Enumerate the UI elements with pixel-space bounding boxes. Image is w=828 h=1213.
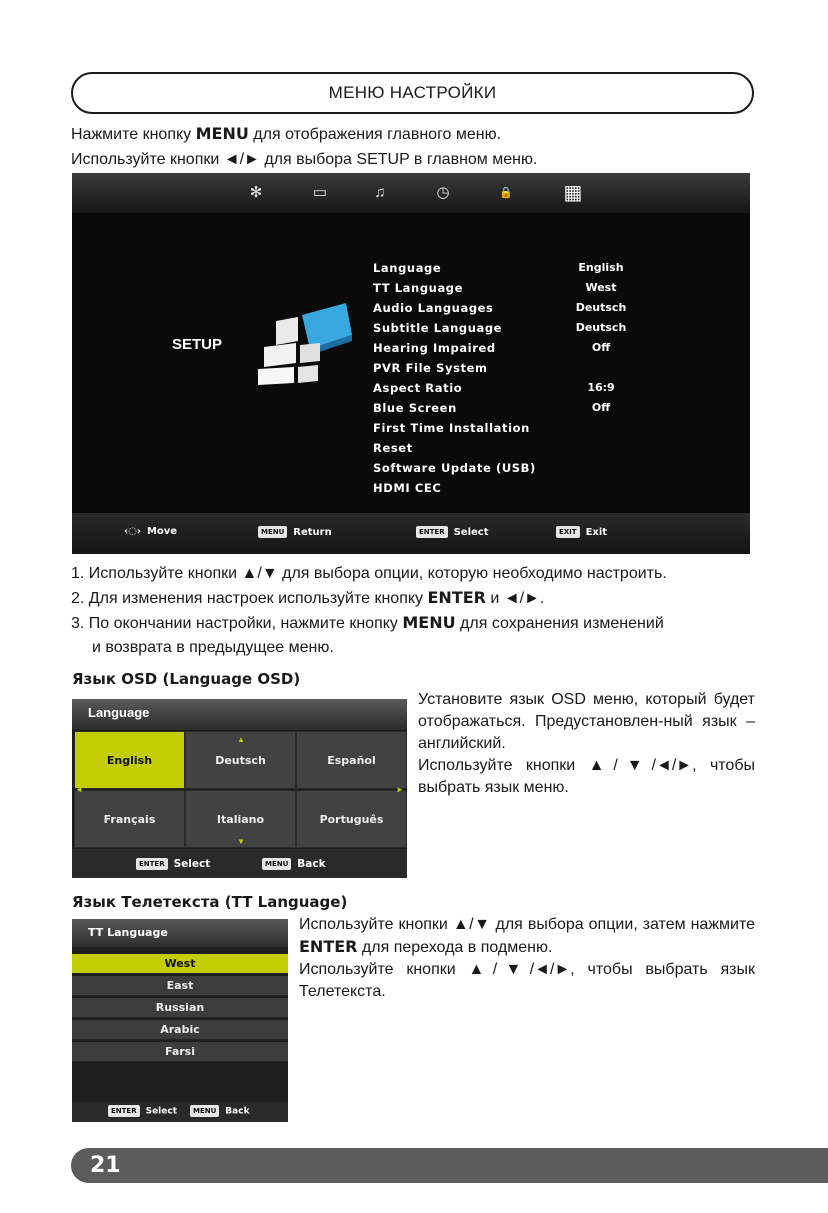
option-aspect-ratio[interactable]: Aspect Ratio [373, 381, 463, 395]
option-hearing-impaired[interactable]: Hearing Impaired [373, 341, 496, 355]
step-2: 2. Для изменения настроек используйте кнопку ENTER и ◄/►. [71, 588, 545, 607]
intro-line-2: Используйте кнопки ◄/► для выбора SETUP в главном меню. [71, 151, 538, 168]
gear-icon[interactable]: ✻ [249, 184, 263, 201]
language-option-espanol[interactable]: Español [296, 731, 407, 789]
setup-logo-icon [254, 301, 354, 385]
setup-menu-screen [72, 173, 750, 554]
value-subtitle-language: Deutsch [575, 321, 627, 334]
hint-exit: EXIT Exit [556, 526, 607, 538]
language-option-deutsch[interactable]: Deutsch [185, 731, 296, 789]
language-hint-select: ENTER Select [136, 858, 210, 870]
language-option-italiano[interactable]: Italiano [185, 790, 296, 848]
step-3: 3. По окончании настройки, нажмите кнопку MENU для сохранения изменений [71, 613, 664, 632]
language-option-francais[interactable]: Français [74, 790, 185, 848]
tt-option-east[interactable]: East [72, 976, 288, 996]
value-aspect-ratio: 16:9 [587, 381, 615, 394]
option-first-time-installation[interactable]: First Time Installation [373, 421, 530, 435]
language-hint-back: MENU Back [262, 858, 326, 870]
tt-description: Используйте кнопки ▲/▼ для выбора опции, затем нажмите ENTER для перехода в подменю. Используйте кнопки ▲/▼/◄/►, чтобы выбрать язык Телетекста. [299, 916, 755, 1000]
value-tt-language: West [585, 281, 617, 294]
tt-hint-back: MENU Back [190, 1105, 250, 1117]
tt-language-panel [72, 919, 288, 1122]
setup-label: SETUP [172, 336, 223, 353]
monitor-icon[interactable]: ▭ [312, 184, 328, 201]
language-panel [72, 699, 407, 878]
language-panel-footer [72, 849, 407, 878]
tt-option-arabic[interactable]: Arabic [72, 1020, 288, 1040]
grid-icon[interactable]: ▦ [563, 182, 583, 204]
step-3-continued: и возврата в предыдущее меню. [92, 639, 334, 656]
tt-option-farsi[interactable]: Farsi [72, 1042, 288, 1062]
option-audio-languages[interactable]: Audio Languages [373, 301, 494, 315]
tt-hint-select: ENTER Select [108, 1105, 177, 1117]
value-blue-screen: Off [591, 401, 611, 414]
option-software-update[interactable]: Software Update (USB) [373, 461, 536, 475]
lock-icon[interactable]: 🔒 [499, 187, 513, 199]
arrow-left-icon: ◄ [75, 785, 83, 794]
arrow-up-icon: ▲ [237, 735, 245, 744]
enter-key-icon: ENTER [108, 1105, 140, 1117]
arrow-right-icon: ► [396, 785, 404, 794]
page-title: МЕНЮ НАСТРОЙКИ [71, 72, 754, 114]
language-option-english[interactable]: English [74, 731, 185, 789]
option-language[interactable]: Language [373, 261, 442, 275]
tt-section-heading: Язык Телетекста (TT Language) [72, 893, 348, 911]
option-blue-screen[interactable]: Blue Screen [373, 401, 457, 415]
menu-key-icon: MENU [258, 526, 287, 538]
value-hearing-impaired: Off [591, 341, 611, 354]
option-subtitle-language[interactable]: Subtitle Language [373, 321, 503, 335]
option-tt-language[interactable]: TT Language [373, 281, 464, 295]
osd-description: Установите язык OSD меню, который будет отображаться. Предустановлен-ный язык – английский. Используйте кнопки ▲/▼/◄/►, чтобы выбрать язык меню. [418, 691, 755, 796]
value-language: English [578, 261, 624, 274]
osd-section-heading: Язык OSD (Language OSD) [72, 670, 301, 688]
hint-select: ENTER Select [416, 526, 489, 538]
tt-option-russian[interactable]: Russian [72, 998, 288, 1018]
arrow-down-icon: ▼ [237, 837, 245, 846]
menu-key-icon: MENU [262, 858, 291, 870]
exit-key-icon: EXIT [556, 526, 580, 538]
menu-top-bar [72, 173, 750, 213]
page-number: 21 [90, 1153, 121, 1178]
tt-panel-title: TT Language [72, 919, 288, 947]
move-arrows-icon: ‹◌› [124, 526, 141, 537]
page-footer-bar [71, 1148, 828, 1183]
option-reset[interactable]: Reset [373, 441, 413, 455]
enter-key-icon: ENTER [416, 526, 448, 538]
hint-move: ‹◌› Move [124, 526, 178, 537]
intro-text [71, 121, 537, 172]
instruction-steps [71, 562, 761, 660]
language-option-portugues[interactable]: Português [296, 790, 407, 848]
option-hdmi-cec[interactable]: HDMI CEC [373, 481, 442, 495]
tt-panel-footer [72, 1102, 288, 1122]
clock-icon[interactable]: ◷ [436, 184, 450, 201]
option-pvr-file-system[interactable]: PVR File System [373, 361, 488, 375]
hint-return: MENU Return [258, 526, 332, 538]
music-icon[interactable]: ♫ [374, 184, 386, 201]
value-audio-languages: Deutsch [575, 301, 627, 314]
menu-key-icon: MENU [190, 1105, 219, 1117]
tt-option-west[interactable]: West [72, 954, 288, 974]
intro-line-1: Нажмите кнопку MENU для отображения главного меню. [71, 124, 502, 143]
enter-key-icon: ENTER [136, 858, 168, 870]
language-panel-title: Language [72, 699, 407, 730]
step-1: 1. Используйте кнопки ▲/▼ для выбора опции, которую необходимо настроить. [71, 565, 667, 582]
